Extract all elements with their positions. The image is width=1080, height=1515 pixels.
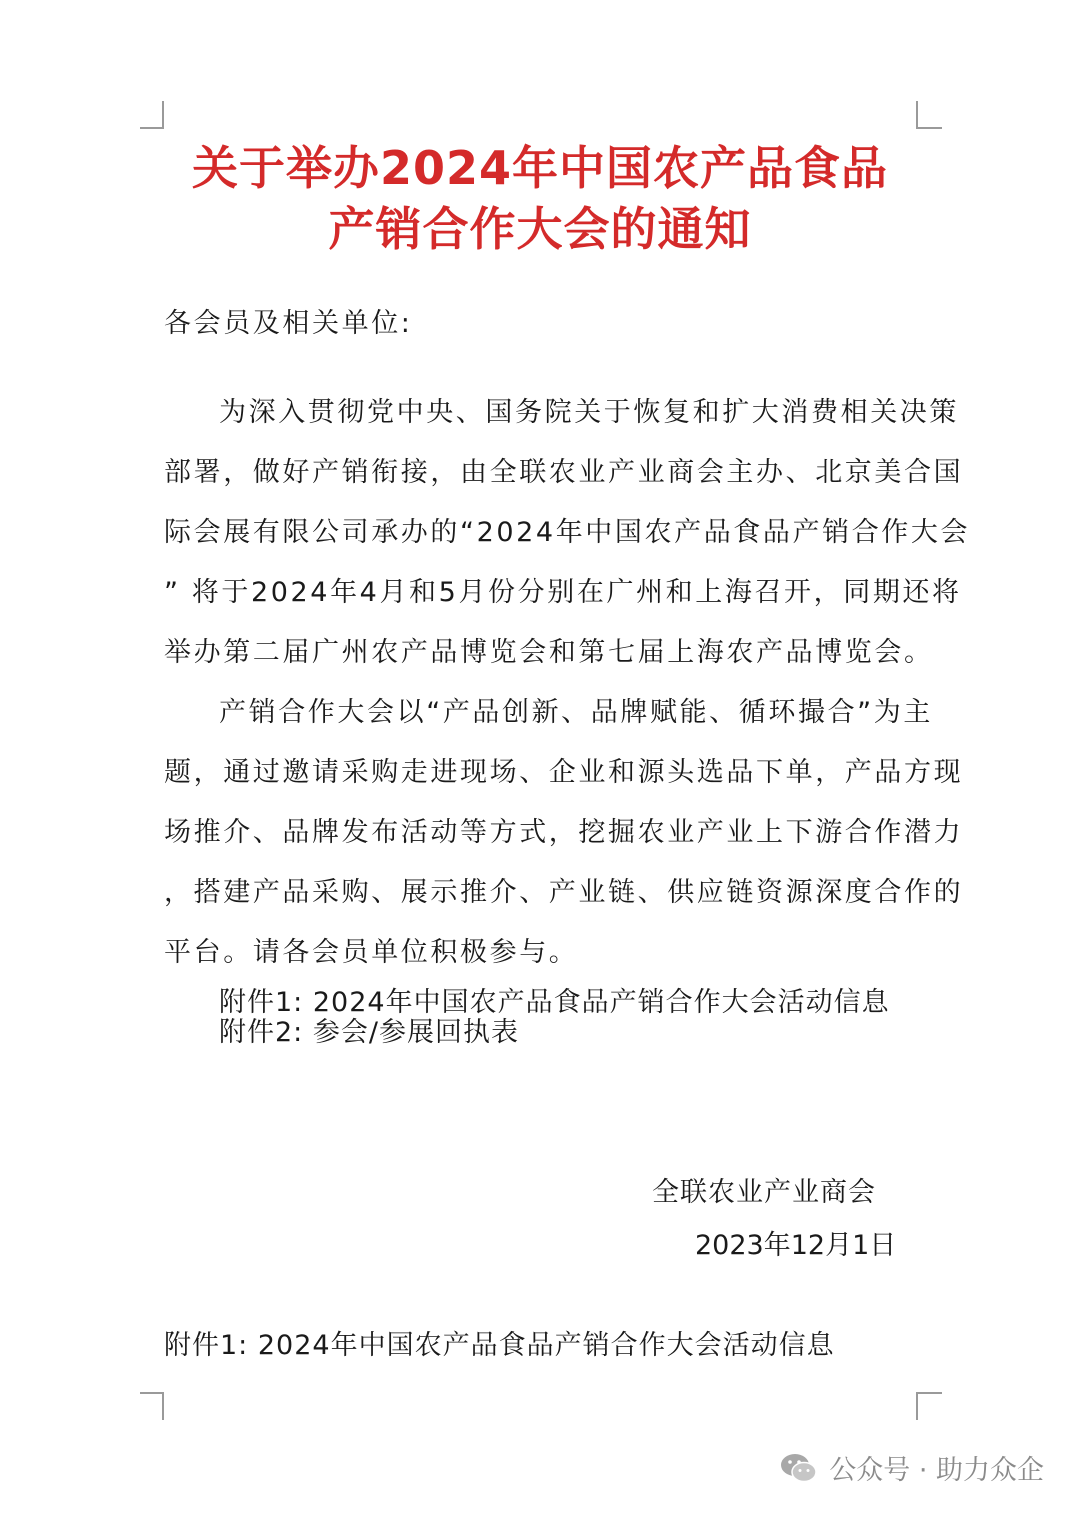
signer-organization: 全联农业产业商会 <box>652 1177 876 1208</box>
paragraph-2-line: ，搭建产品采购、展示推介、产业链、供应链资源深度合作的 <box>164 877 964 908</box>
paragraph-2-line: 产销合作大会以“产品创新、品牌赋能、循环撮合”为主 <box>219 697 933 728</box>
attachment-1-heading: 附件1: 2024年中国农产品食品产销合作大会活动信息 <box>164 1330 835 1361</box>
wechat-watermark <box>779 1448 1044 1487</box>
attachment-2-item: 附件2: 参会/参展回执表 <box>219 1017 519 1048</box>
attachment-1-item: 附件1: 2024年中国农产品食品产销合作大会活动信息 <box>219 987 890 1018</box>
paragraph-2-line: 场推介、品牌发布活动等方式，挖掘农业产业上下游合作潜力 <box>164 817 964 848</box>
paragraph-1-line: 部署，做好产销衔接，由全联农业产业商会主办、北京美合国 <box>164 457 964 488</box>
paragraph-1-line: ” 将于2024年4月和5月份分别在广州和上海召开，同期还将 <box>164 577 962 608</box>
document-title-line-1: 关于举办2024年中国农产品食品 <box>191 141 889 195</box>
corner-mark-bottom-left <box>140 1392 164 1420</box>
paragraph-2-line: 题，通过邀请采购走进现场、企业和源头选品下单，产品方现 <box>164 757 964 788</box>
document-date: 2023年12月1日 <box>695 1230 897 1261</box>
paragraph-1-line: 举办第二届广州农产品博览会和第七届上海农产品博览会。 <box>164 637 934 668</box>
watermark-text: 公众号 · 助力众企 <box>829 1455 1044 1486</box>
document-title-line-2: 产销合作大会的通知 <box>328 202 752 256</box>
corner-mark-top-left <box>140 101 164 129</box>
corner-mark-top-right <box>916 101 942 129</box>
paragraph-1-line: 为深入贯彻党中央、国务院关于恢复和扩大消费相关决策 <box>219 397 959 428</box>
paragraph-2-line: 平台。请各会员单位积极参与。 <box>164 937 579 968</box>
salutation: 各会员及相关单位: <box>164 308 413 339</box>
wechat-icon <box>779 1451 819 1485</box>
paragraph-1-line: 际会展有限公司承办的“2024年中国农产品食品产销合作大会 <box>164 517 971 548</box>
corner-mark-bottom-right <box>916 1392 942 1420</box>
